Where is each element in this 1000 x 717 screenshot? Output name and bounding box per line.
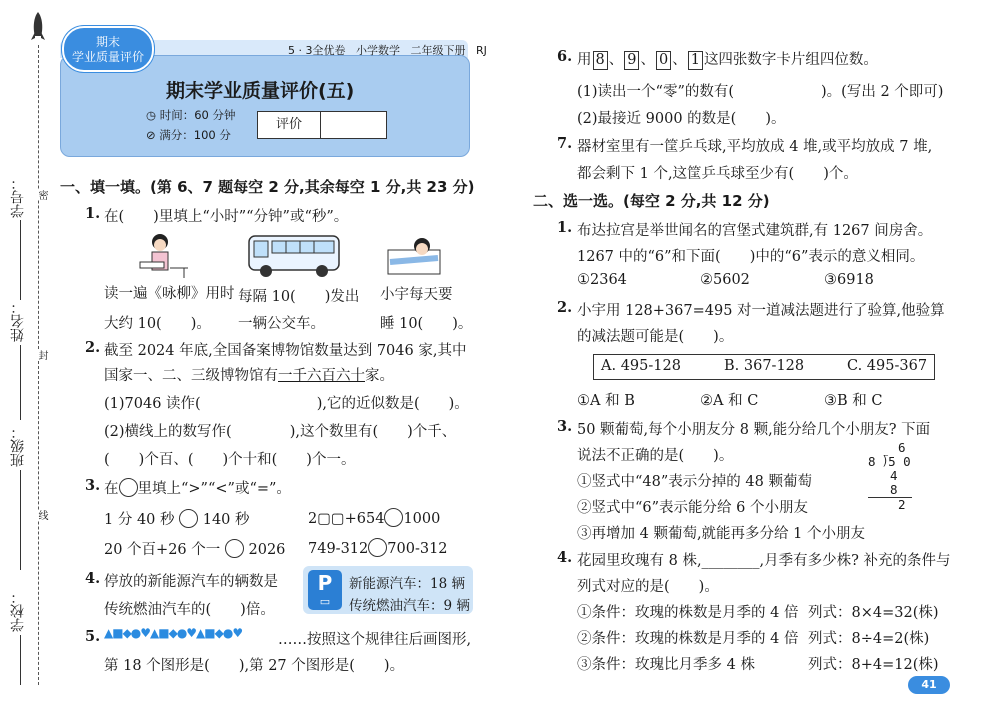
s2q3-opt1[interactable]: ①竖式中“48”表示分掉的 48 颗葡萄 bbox=[577, 474, 812, 490]
badge-line1: 期末 bbox=[95, 35, 120, 49]
student-id-label: 学号： bbox=[10, 176, 26, 218]
q5-line1: ……按照这个规律往后画图形, bbox=[278, 632, 472, 648]
s2q3-line1: 50 颗葡萄,每个小朋友分 8 颗,能分给几个小朋友? 下面 bbox=[577, 422, 931, 438]
q7-line2: 都会剩下 1 个,这筐乒乓球至少有( )个。 bbox=[577, 166, 858, 182]
s2q2-boxA: A. 495-128 bbox=[601, 358, 681, 374]
class-label: 班级： bbox=[10, 425, 26, 467]
digit-card-4: 1 bbox=[688, 51, 703, 70]
name-label: 姓名： bbox=[10, 300, 26, 342]
shape-sequence: ▲■◆●♥▲■◆●♥▲■◆●♥ bbox=[104, 626, 243, 640]
q4-line2: 传统燃油汽车的( )倍。 bbox=[104, 602, 275, 618]
q3-r1b: 2▢▢+654 1000 bbox=[308, 508, 440, 527]
s2q1-opt2[interactable]: ②5602 bbox=[700, 272, 750, 288]
line-mark: 线 bbox=[36, 510, 47, 520]
car-icon: ▭ bbox=[319, 595, 331, 608]
s2q2-number: 2. bbox=[557, 299, 573, 316]
q4-info1: 新能源汽车：18 辆 bbox=[349, 576, 465, 592]
s2q3-line2: 说法不正确的是( )。 bbox=[577, 448, 734, 464]
s2q3-opt3[interactable]: ③再增加 4 颗葡萄,就能再多分给 1 个小朋友 bbox=[577, 526, 865, 542]
s2q4-formula2: 列式：8÷4=2(株) bbox=[808, 631, 930, 647]
long-division bbox=[868, 441, 912, 512]
q4-number: 4. bbox=[85, 570, 101, 587]
s2q2-boxC: C. 495-367 bbox=[847, 358, 928, 374]
q4-line1: 停放的新能源汽车的辆数是 bbox=[104, 574, 278, 590]
s2q4-number: 4. bbox=[557, 549, 573, 566]
student-id-underline[interactable] bbox=[20, 220, 21, 300]
parking-icon: P ▭ bbox=[308, 570, 342, 610]
evaluation-box bbox=[257, 111, 387, 139]
boy-sleeping-illustration bbox=[386, 232, 442, 278]
s2q2-boxB: B. 367-128 bbox=[724, 358, 805, 374]
s2q4-opt2[interactable]: ②条件：玫瑰的株数是月季的 4 倍 bbox=[577, 631, 799, 647]
s2q2-opt3[interactable]: ③B 和 C bbox=[824, 393, 883, 409]
digit-card-2: 9 bbox=[624, 51, 639, 70]
s2q4-opt1[interactable]: ①条件：玫瑰的株数是月季的 4 倍 bbox=[577, 605, 799, 621]
s2q4-formula1: 列式：8×4=32(株) bbox=[808, 605, 939, 621]
q6-line3: (2)最接近 9000 的数是( )。 bbox=[577, 111, 786, 127]
clock-icon: ◷ bbox=[146, 108, 157, 122]
evaluation-label: 评价 bbox=[258, 112, 321, 138]
time-info: ◷ 时间：60 分钟 bbox=[146, 108, 236, 122]
division-quotient: 6 bbox=[898, 440, 906, 455]
girl-reading-illustration bbox=[132, 232, 192, 278]
q2-underlined-number: 一千六百六十 bbox=[278, 368, 365, 384]
q7-line1: 器材室里有一筐乒乓球,平均放成 4 堆,或平均放成 7 堆, bbox=[577, 139, 933, 155]
answer-circle-1[interactable] bbox=[179, 509, 198, 528]
close-mark: 封 bbox=[36, 350, 47, 360]
q2-line3: (1)7046 读作( ),它的近似数是( )。 bbox=[104, 396, 469, 412]
section1-title: 一、填一填。(第 6、7 题每空 2 分,其余每空 1 分,共 23 分) bbox=[60, 178, 475, 196]
s2q2-opt1[interactable]: ①A 和 B bbox=[577, 393, 635, 409]
q1-b-line1: 每隔 10( )发出 bbox=[238, 289, 360, 305]
division-subtract: 4 8 bbox=[868, 469, 912, 498]
q2-line4: (2)横线上的数写作( ),这个数里有( )个千、 bbox=[104, 424, 457, 440]
bus-illustration bbox=[246, 233, 342, 279]
q1-c-line1: 小宇每天要 bbox=[380, 287, 453, 303]
s2q1-line1: 布达拉宫是举世闻名的宫堡式建筑群,有 1267 间房舍。 bbox=[577, 223, 933, 239]
q6-line1: 用 8 、 9 、 0 、 1 这四张数字卡片组四位数。 bbox=[577, 52, 878, 68]
q4-info2: 传统燃油汽车：9 辆 bbox=[349, 598, 470, 614]
score-info: ⊘ 满分：100 分 bbox=[146, 128, 231, 142]
q3-r2a: 20 个百+26 个一 2026 bbox=[104, 538, 285, 559]
class-underline[interactable] bbox=[20, 470, 21, 570]
q2-line1: 截至 2024 年底,全国备案博物馆数量达到 7046 家,其中 bbox=[104, 343, 467, 359]
q3-r2b: 749-312 700-312 bbox=[308, 538, 448, 557]
q3-r1a: 1 分 40 秒 140 秒 bbox=[104, 508, 250, 529]
seal-mark: 密 bbox=[36, 190, 47, 200]
school-label: 学校： bbox=[10, 590, 26, 632]
q2-number: 2. bbox=[85, 339, 101, 356]
q1-c-line2: 睡 10( )。 bbox=[380, 316, 473, 332]
s2q4-opt3[interactable]: ③条件：玫瑰比月季多 4 株 bbox=[577, 657, 755, 673]
digit-card-3: 0 bbox=[656, 51, 671, 70]
s2q4-line1: 花园里玫瑰有 8 株,________,月季有多少株? 补充的条件与 bbox=[577, 553, 951, 569]
s2q4-line2: 列式对应的是( )。 bbox=[577, 579, 719, 595]
q2-line5: ( )个百、( )个十和( )个一。 bbox=[104, 452, 356, 468]
q7-number: 7. bbox=[557, 135, 573, 152]
q1-number: 1. bbox=[85, 205, 101, 222]
s2q1-number: 1. bbox=[557, 219, 573, 236]
name-underline[interactable] bbox=[20, 345, 21, 420]
check-circle-icon: ⊘ bbox=[146, 128, 156, 142]
s2q3-number: 3. bbox=[557, 418, 573, 435]
s2q1-line2: 1267 中的“6”和下面( )中的“6”表示的意义相同。 bbox=[577, 249, 925, 265]
section2-title: 二、选一选。(每空 2 分,共 12 分) bbox=[533, 192, 770, 210]
q1-a-line1: 读一遍《咏柳》用时 bbox=[104, 286, 235, 302]
school-underline[interactable] bbox=[20, 635, 21, 685]
binding-dashed-line bbox=[38, 45, 39, 685]
q1-text: 在( )里填上“小时”“分钟”或“秒”。 bbox=[104, 209, 349, 225]
badge-line2: 学业质量评价 bbox=[71, 50, 144, 64]
q6-line2: (1)读出一个“零”的数有( )。(写出 2 个即可) bbox=[577, 84, 944, 100]
s2q2-line1: 小宇用 128+367=495 对一道减法题进行了验算,他验算 bbox=[577, 303, 945, 319]
digit-card-1: 8 bbox=[593, 51, 608, 70]
compare-circle-icon bbox=[119, 478, 138, 497]
page-title: 期末学业质量评价(五) bbox=[166, 80, 355, 102]
q1-a-line2: 大约 10( )。 bbox=[104, 316, 211, 332]
answer-circle-4[interactable] bbox=[368, 538, 387, 557]
q3-text: 在 里填上“>”“<”或“=”。 bbox=[104, 477, 291, 498]
s2q4-formula3: 列式：8+4=12(株) bbox=[808, 657, 939, 673]
q5-line2: 第 18 个图形是( ),第 27 个图形是( )。 bbox=[104, 658, 405, 674]
s2q2-line2: 的减法题可能是( )。 bbox=[577, 329, 734, 345]
q1-b-line2: 一辆公交车。 bbox=[238, 316, 325, 332]
s2q1-opt3[interactable]: ③6918 bbox=[824, 272, 874, 288]
q2-line2: 国家一、二、三级博物馆有一千六百六十家。 bbox=[104, 368, 394, 384]
exam-badge bbox=[62, 26, 154, 72]
s2q2-opt2[interactable]: ②A 和 C bbox=[700, 393, 759, 409]
answer-circle-2[interactable] bbox=[384, 508, 403, 527]
s2q1-opt1[interactable]: ①2364 bbox=[577, 272, 627, 288]
page-number: 41 bbox=[908, 676, 950, 694]
rocket-icon bbox=[28, 10, 48, 44]
s2q3-opt2[interactable]: ②竖式中“6”表示能分给 6 个小朋友 bbox=[577, 500, 808, 516]
q3-number: 3. bbox=[85, 477, 101, 494]
answer-circle-3[interactable] bbox=[225, 539, 244, 558]
book-series: 5 · 3全优卷 小学数学 二年级下册 RJ bbox=[288, 44, 487, 57]
division-remainder: 2 bbox=[898, 497, 906, 512]
q6-number: 6. bbox=[557, 48, 573, 65]
q5-number: 5. bbox=[85, 628, 101, 645]
division-line: 8 ⟌5 0 bbox=[868, 454, 911, 469]
